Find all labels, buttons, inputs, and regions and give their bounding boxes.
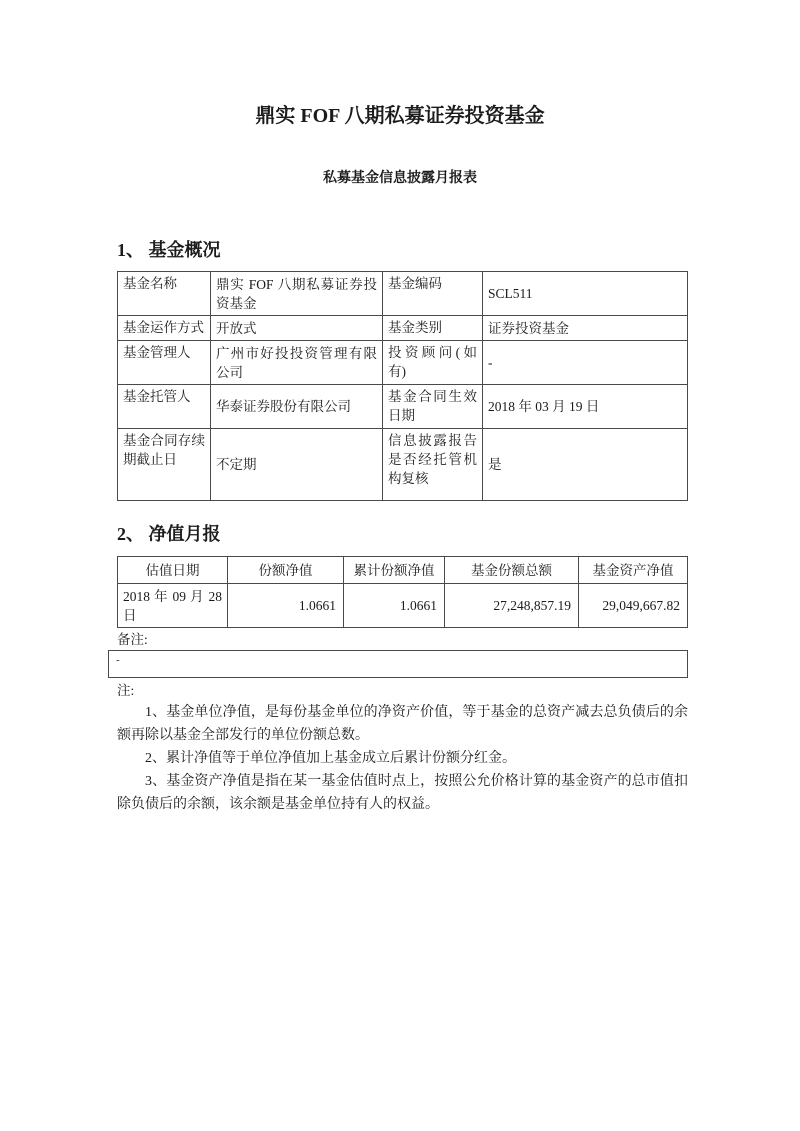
section-heading-fund-overview: 1、 基金概况 (117, 240, 221, 260)
field-value-operation-mode: 开放式 (211, 316, 383, 341)
remark-value: - (116, 654, 120, 666)
table-row (118, 385, 688, 429)
column-header-nav-per-share: 份额净值 (228, 557, 344, 584)
table-header-row (118, 557, 688, 584)
cell-cumulative-nav: 1.0661 (344, 584, 445, 628)
field-label-contract-expiry-date: 基金合同存续期截止日 (118, 429, 211, 501)
cell-valuation-date: 2018 年 09 月 28 日 (118, 584, 228, 628)
column-header-total-net-assets: 基金资产净值 (579, 557, 688, 584)
cell-nav-per-share: 1.0661 (228, 584, 344, 628)
cell-total-net-assets: 29,049,667.82 (579, 584, 688, 628)
field-label-contract-effective-date: 基金合同生效日期 (383, 385, 483, 429)
fund-overview-table (117, 271, 688, 501)
document-subtitle: 私募基金信息披露月报表 (323, 171, 477, 186)
field-value-fund-manager: 广州市好投投资管理有限公司 (211, 341, 383, 385)
field-label-fund-manager: 基金管理人 (118, 341, 211, 385)
field-label-fund-name: 基金名称 (118, 272, 211, 316)
field-label-operation-mode: 基金运作方式 (118, 316, 211, 341)
column-header-valuation-date: 估值日期 (118, 557, 228, 584)
note-paragraph-3: 3、基金资产净值是指在某一基金估值时点上，按照公允价格计算的基金资产的总市值扣除负债后的余额，该余额是基金单位持有人的权益。 (117, 774, 688, 812)
section-heading-nav-monthly: 2、 净值月报 (117, 524, 221, 544)
note-paragraph-1: 1、基金单位净值，是每份基金单位的净资产价值，等于基金的总资产减去总负债后的余额再除以基金全部发行的单位份额总数。 (117, 705, 688, 743)
field-value-contract-expiry-date: 不定期 (211, 429, 383, 501)
document-content (117, 238, 688, 816)
field-label-investment-advisor: 投资顾问(如有) (383, 341, 483, 385)
note-label: 注: (117, 683, 135, 698)
notes-block (117, 701, 688, 816)
table-row (118, 341, 688, 385)
field-value-contract-effective-date: 2018 年 03 月 19 日 (483, 385, 688, 429)
column-header-cumulative-nav: 累计份额净值 (344, 557, 445, 584)
field-label-custodian-review: 信息披露报告是否经托管机构复核 (383, 429, 483, 501)
field-label-fund-custodian: 基金托管人 (118, 385, 211, 429)
note-paragraph-2: 2、累计净值等于单位净值加上基金成立后累计份额分红金。 (145, 751, 516, 766)
field-value-fund-code: SCL511 (483, 272, 688, 316)
table-row (118, 272, 688, 316)
remark-box (108, 650, 688, 678)
field-value-fund-category: 证券投资基金 (483, 316, 688, 341)
column-header-total-shares: 基金份额总额 (445, 557, 579, 584)
field-label-fund-category: 基金类别 (383, 316, 483, 341)
document-title: 鼎实 FOF 八期私募证券投资基金 (255, 105, 545, 127)
table-row (118, 316, 688, 341)
cell-total-shares: 27,248,857.19 (445, 584, 579, 628)
field-value-fund-name: 鼎实 FOF 八期私募证券投资基金 (211, 272, 383, 316)
field-value-investment-advisor: - (483, 341, 688, 385)
field-value-fund-custodian: 华泰证券股份有限公司 (211, 385, 383, 429)
remark-label: 备注: (117, 632, 148, 647)
table-row (118, 429, 688, 501)
field-value-custodian-review: 是 (483, 429, 688, 501)
field-label-fund-code: 基金编码 (383, 272, 483, 316)
table-row (118, 584, 688, 628)
nav-monthly-table (117, 556, 688, 628)
